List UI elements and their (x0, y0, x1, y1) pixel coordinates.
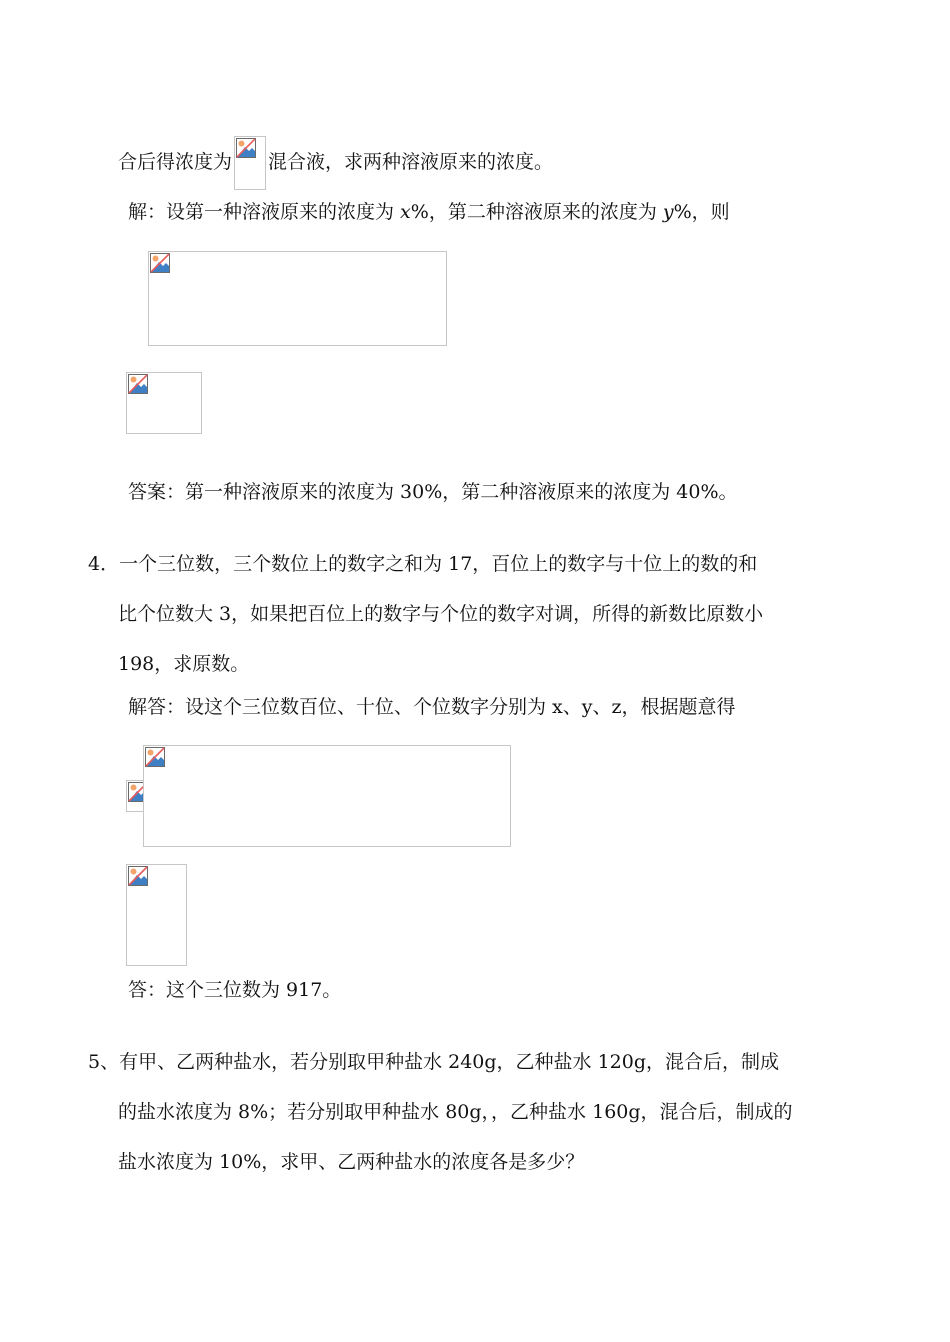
q3-solution-suffix: %，则 (673, 201, 730, 223)
var-x: x (400, 201, 411, 223)
inline-image-placeholder (234, 136, 266, 190)
broken-image-icon (236, 138, 256, 158)
equation-system-image-placeholder (143, 745, 511, 847)
q4-answer: 答：这个三位数为 917。 (128, 979, 342, 1001)
solution-image-placeholder (126, 372, 202, 434)
equation-image-placeholder (148, 251, 447, 346)
q5-line-1: 5、有甲、乙两种盐水，若分别取甲种盐水 240g，乙种盐水 120g，混合后，制成 (88, 1051, 780, 1073)
q5-line-3: 盐水浓度为 10%，求甲、乙两种盐水的浓度各是多少？ (118, 1151, 585, 1173)
solution-image-placeholder (126, 864, 187, 966)
q3-solution-prefix: 解：设第一种溶液原来的浓度为 (128, 201, 401, 223)
broken-image-icon (145, 747, 165, 767)
q4-line-2: 比个位数大 3，如果把百位上的数字与个位的数字对调，所得的新数比原数小 (118, 603, 764, 625)
broken-image-icon (150, 253, 170, 273)
q3-solution-mid: %，第二种溶液原来的浓度为 (410, 201, 663, 223)
q3-line-after: 混合液，求两种溶液原来的浓度。 (268, 151, 554, 173)
q3-answer: 答案：第一种溶液原来的浓度为 30%，第二种溶液原来的浓度为 40%。 (128, 481, 738, 503)
broken-image-icon (128, 374, 148, 394)
q4-line-3: 198，求原数。 (118, 653, 250, 675)
q4-solution: 解答：设这个三位数百位、十位、个位数字分别为 x、y、z，根据题意得 (128, 696, 736, 718)
q3-line-before: 合后得浓度为 (118, 151, 233, 173)
broken-image-icon (128, 866, 148, 886)
var-y: y (662, 201, 674, 223)
q5-line-2: 的盐水浓度为 8%；若分别取甲种盐水 80g，，乙种盐水 160g，混合后，制成的 (118, 1101, 793, 1123)
q3-text-line (118, 136, 553, 190)
q4-line-1: 4．一个三位数，三个数位上的数字之和为 17，百位上的数字与十位上的数的和 (88, 553, 758, 575)
q3-solution-intro (128, 198, 730, 226)
